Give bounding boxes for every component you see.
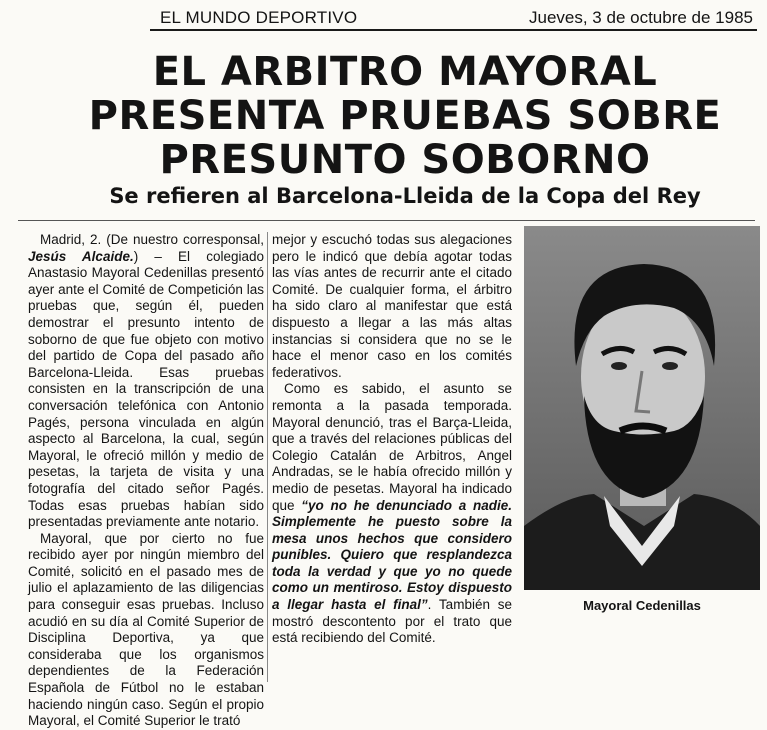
subheadline: Se refieren al Barcelona-Lleida de la Copa del Rey (109, 184, 701, 208)
portrait-photo (524, 226, 760, 590)
masthead-rule (150, 29, 757, 31)
column-divider (267, 232, 268, 682)
article-paragraph (272, 381, 512, 647)
article-text: . También se mostró descontento por el trato que está recibiendo del Comité. (272, 597, 512, 646)
photo-caption: Mayoral Cedenillas (583, 598, 701, 613)
byline: Jesús Alcaide. (28, 248, 134, 264)
headline-line-1: EL ARBITRO MAYORAL (152, 49, 658, 95)
article-column-1 (28, 232, 264, 730)
section-rule (18, 220, 755, 221)
publication-date: Jueves, 3 de octubre de 1985 (529, 8, 753, 27)
article-column-2 (272, 232, 512, 647)
masthead (0, 0, 767, 30)
article-paragraph: mejor y escuchó todas sus alegaciones pero le indicó que debía agotar todas las vías antes de recurrir ante el citado Comité. De cualquier forma, el árbitro ha sido claro al manifestar que está dispuesto a llegar a las más altas instancias si considera que no se le hace el menor caso en los comités federativos. (272, 232, 512, 380)
portrait-illustration (524, 226, 760, 590)
quote: “yo no he denunciado a nadie. Simplemente he puesto sobre la mesa unos hechos que considero punibles. Quiero que resplandezca toda la verdad y que yo no quede como un mentiroso. Estoy dispuesto a llegar hasta el final” (272, 497, 512, 613)
headline (60, 50, 750, 182)
headline-line-3: PRESUNTO SOBORNO (159, 137, 651, 183)
headline-line-2: PRESENTA PRUEBAS SOBRE (88, 93, 722, 139)
article-text: Como es sabido, el asunto se remonta a la pasada temporada. Mayoral denunció, tras el Barça-Lleida, que a través del relaciones públicas del Colegio Catalán de Arbitros, Angel Andradas, se le había ofrecido millón y medio de pesetas. Mayoral ha indicado que (272, 381, 512, 513)
article-paragraph (28, 232, 264, 531)
newspaper-name: EL MUNDO DEPORTIVO (160, 8, 358, 27)
article-text: Madrid, 2. (De nuestro corresponsal, (40, 232, 264, 247)
article-text: ) – El colegiado Anastasio Mayoral Cedenillas presentó ayer ante el Comité de Competición las pruebas que, según él, pueden demostrar el presunto intento de soborno de que fue objeto con motivo del partido de Copa del pasado año Barcelona-Lleida. Esas pruebas consisten en la transcripción de una conversación telefónica con Antonio Pagés, persona vinculada en algún aspecto al Barcelona, la cual, según Mayoral, le ofreció millón y medio de pesetas, la tarjeta de visita y una fotografía del citado señor Pagés. Todas esas pruebas habían sido presentadas previamente ante notario. (28, 248, 264, 530)
article-paragraph: Mayoral, que por cierto no fue recibido ayer por ningún miembro del Comité, solicitó en el pasado mes de julio el aplazamiento de las diligencias para conseguir esas pruebas. Incluso acudió en su día al Comité Superior de Disciplina Deportiva, ya que consideraba que los organismos dependientes de la Federación Española de Fútbol no le estaban haciendo ningún caso. Según el propio Mayoral, el Comité Superior le trató (28, 530, 264, 729)
